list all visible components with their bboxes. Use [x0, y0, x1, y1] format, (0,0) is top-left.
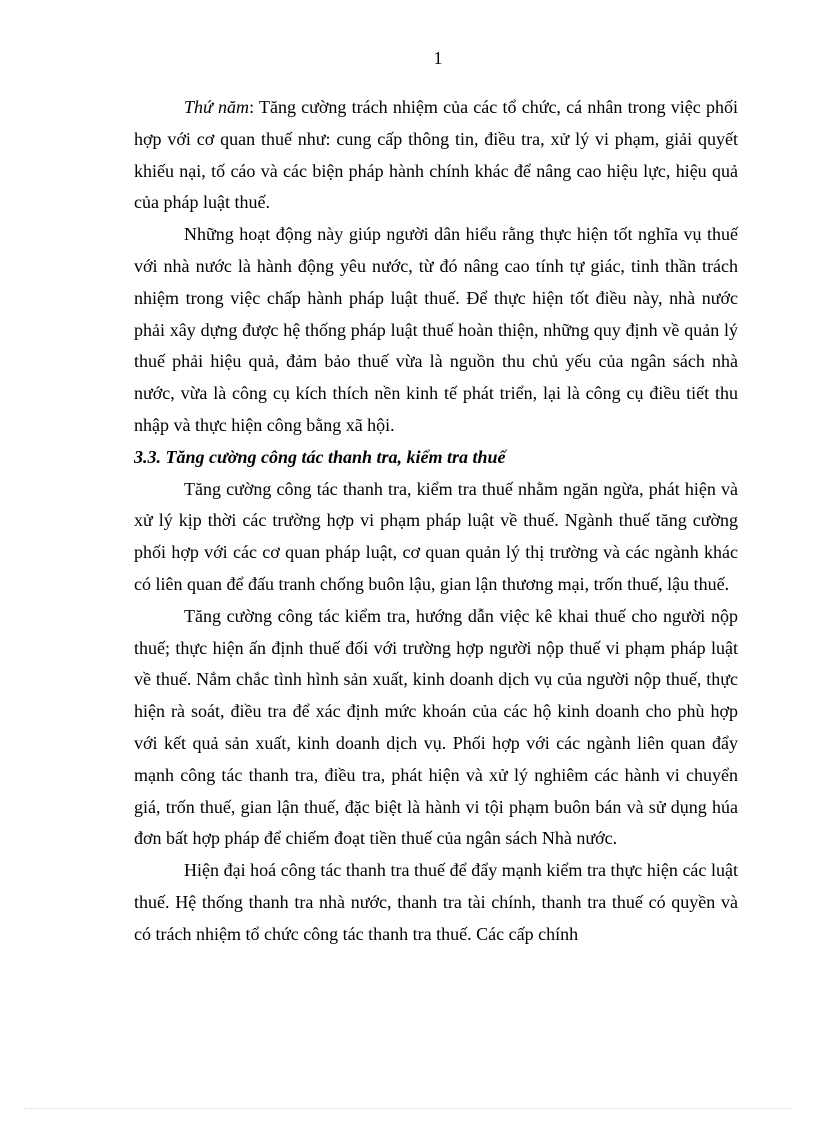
paragraph-1	[134, 92, 738, 219]
paragraph-1-lead: Thứ năm	[184, 97, 250, 117]
paragraph-2: Những hoạt động này giúp người dân hiểu rằng thực hiện tốt nghĩa vụ thuế với nhà nước là hành động yêu nước, từ đó nâng cao tính tự giác, tinh thần trách nhiệm trong việc chấp hành pháp luật thuế. Để thực hiện tốt điều này, nhà nước phải xây dựng được hệ thống pháp luật thuế hoàn thiện, những quy định về quản lý thuế phải hiệu quả, đảm bảo thuế vừa là nguồn thu chủ yếu của ngân sách nhà nước, vừa là công cụ kích thích nền kinh tế phát triển, lại là công cụ điều tiết thu nhập và thực hiện công bằng xã hội.	[134, 224, 738, 435]
paragraph-1-text: : Tăng cường trách nhiệm của các tổ chức, cá nhân trong việc phối hợp với cơ quan thuế như: cung cấp thông tin, điều tra, xử lý vi phạm, giải quyết khiếu nại, tố cáo và các biện pháp hành chính khác để nâng cao hiệu lực, hiệu quả của pháp luật thuế.	[134, 97, 739, 213]
paragraph-5: Hiện đại hoá công tác thanh tra thuế để đẩy mạnh kiểm tra thực hiện các luật thuế. Hệ thống thanh tra nhà nước, thanh tra tài chính, thanh tra thuế có quyền và có trách nhiệm tổ chức công tác thanh tra thuế. Các cấp chính	[134, 860, 738, 944]
paragraph-4: Tăng cường công tác kiểm tra, hướng dẫn việc kê khai thuế cho người nộp thuế; thực hiện ấn định thuế đối với trường hợp người nộp thuế vi phạm pháp luật về thuế. Nắm chắc tình hình sản xuất, kinh doanh dịch vụ của người nộp thuế, thực hiện rà soát, điều tra để xác định mức khoán của các hộ kinh doanh cho phù hợp với kết quả sản xuất, kinh doanh dịch vụ. Phối hợp với các ngành liên quan đẩy mạnh công tác thanh tra, điều tra, phát hiện và xử lý nghiêm các hành vi chuyển giá, trốn thuế, gian lận thuế, đặc biệt là hành vi tội phạm buôn bán và sử dụng húa đơn bất hợp pháp để chiếm đoạt tiền thuế của ngân sách Nhà nước.	[134, 605, 738, 849]
document-body	[134, 92, 738, 951]
section-heading: 3.3. Tăng cường công tác thanh tra, kiểm tra thuế	[134, 446, 506, 467]
page-number: 1	[433, 48, 443, 68]
paragraph-3: Tăng cường công tác thanh tra, kiểm tra thuế nhằm ngăn ngừa, phát hiện và xử lý kịp thời các trường hợp vi phạm pháp luật về thuế. Ngành thuế tăng cường phối hợp với các cơ quan pháp luật, cơ quan quản lý thị trường và các ngành khác có liên quan để đấu tranh chống buôn lậu, gian lận thương mại, trốn thuế, lậu thuế.	[134, 478, 738, 594]
page-footer-divider	[24, 1108, 792, 1109]
